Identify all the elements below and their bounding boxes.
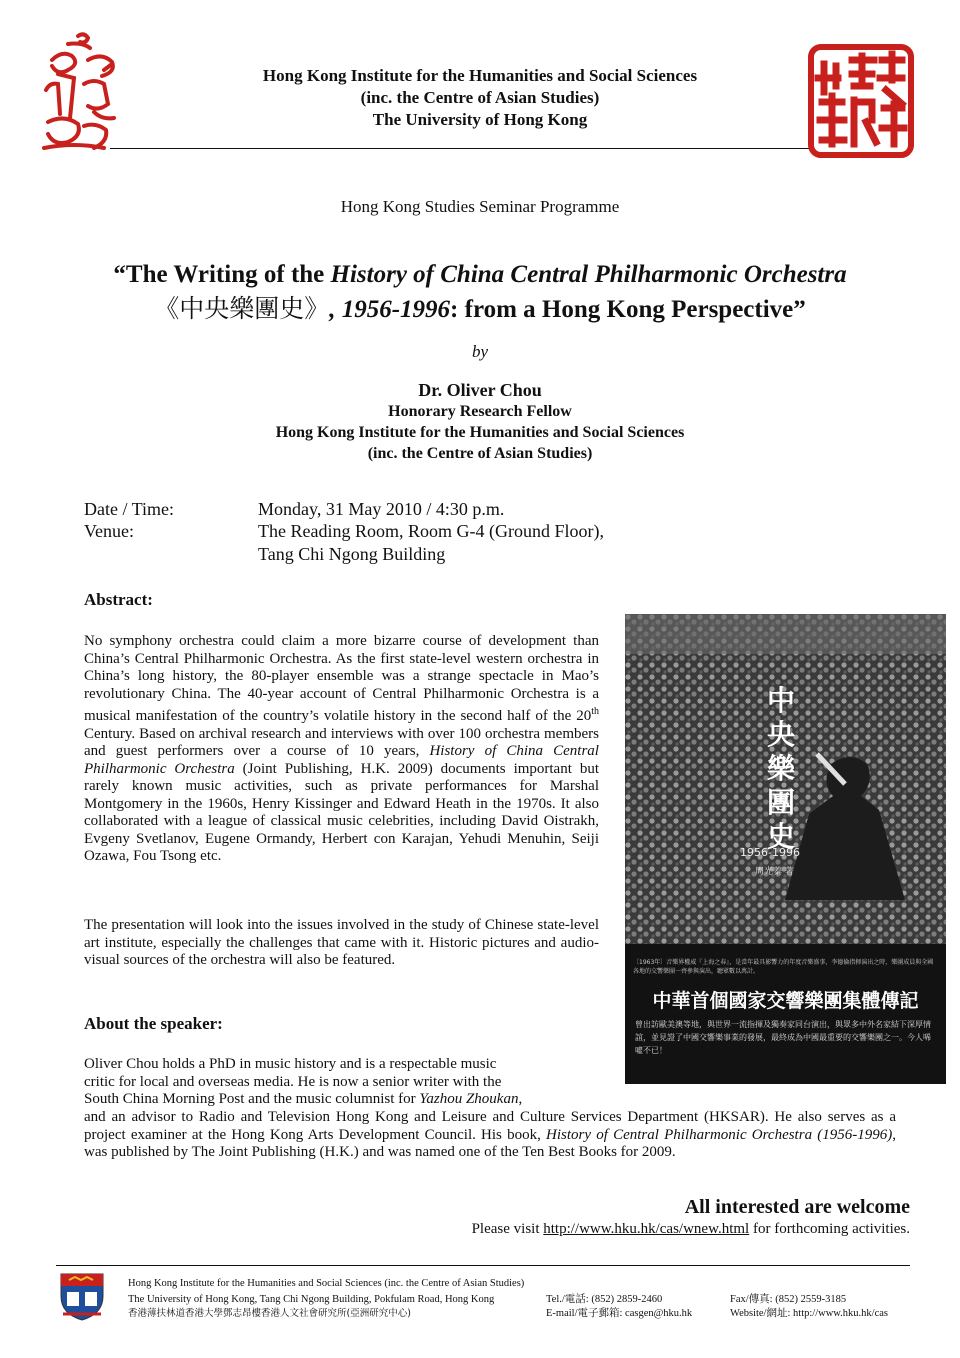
title-chinese: 《中央樂團史》 <box>154 294 330 323</box>
footer-tel: Tel./電話: (852) 2859-2460 <box>546 1294 663 1305</box>
cover-title: 中 央 樂 團 史 <box>766 684 795 853</box>
header-rule <box>110 148 810 149</box>
header-block <box>120 65 840 131</box>
seminar-series: Hong Kong Studies Seminar Programme <box>340 197 620 216</box>
title-line-1 <box>0 258 960 292</box>
cover-author: 周光蓁 著 <box>755 867 794 877</box>
abstract-paragraph-2: The presentation will look into the issues involved in the study of Chinese state-level art institute, especially the challenges that came with it. Historic pictures and audio-visual sources of the orchestra will also be featured. <box>84 917 599 968</box>
footer-email: E-mail/電子郵箱: casgen@hku.hk <box>546 1308 693 1319</box>
speaker-bio-wide: and an advisor to Radio and Television Hong Kong and Leisure and Culture Services Department (HKSAR). He also serves as a project examiner at the Hong Kong Arts Development Council. His book, History of Central Philharmonic Orchestra (1956-1996), was published by The Joint Publishing (H.K.) and was named one of the Ten Best Books for 2009. <box>84 1109 896 1160</box>
title-text-2: : from a Hong Kong Perspective” <box>450 296 806 323</box>
date-value: Monday, 31 May 2010 / 4:30 p.m. <box>258 499 505 519</box>
speaker-block <box>0 380 960 464</box>
title-book-name: History of China Central Philharmonic Orchestra <box>330 261 847 288</box>
date-label: Date / Time: <box>84 499 175 519</box>
title-line-2 <box>0 292 960 327</box>
footer-institute: Hong Kong Institute for the Humanities and Social Sciences (inc. the Centre of Asian Studies) <box>128 1278 525 1289</box>
speaker-bio-narrow: Oliver Chou holds a PhD in music history and is a respectable music critic for local and overseas media. He is now a senior writer with the South China Morning Post and the music columnist for Yazhou Zhoukan, <box>84 1056 523 1107</box>
left-seal-logo <box>38 30 122 160</box>
abstract-paragraph-1: No symphony orchestra could claim a more bizarre course of development than China’s Central Philharmonic Orchestra. As the first state-level western orchestra in China’s long history, the 80-player ensemble was a strange spectacle in Mao’s revolutionary China. The 40-year account of Central Philharmonic Orchestra is a musical manifestation of the country’s volatile history in the second half of the 20th Century. Based on archival research and interviews with over 100 orchestra members and guest performers over a course of 10 years, History of China Central Philharmonic Orchestra (Joint Publishing, H.K. 2009) documents important but rarely known music activities, such as private performances for Marshal Montgomery in the 1960s, Henry Kissinger and Edward Heath in the 1970s. It also collaborated with a league of classical music celebrities, including David Oistrakh, Evgeny Svetlanov, Eugene Ormandy, Herbert con Karajan, Yehudi Menuhin, Seiji Ozawa, Fou Tsong etc. <box>84 633 599 864</box>
visit-line: Please visit http://www.hku.hk/cas/wnew.html for forthcoming activities. <box>471 1221 910 1237</box>
speaker-book-title: History of Central Philharmonic Orchestra (1956-1996) <box>546 1126 893 1143</box>
magazine-name: Yazhou Zhoukan <box>419 1091 519 1107</box>
cover-years: 1956-1996 <box>740 846 800 859</box>
cover-banner: 中華首個國家交響樂團集體傳記 <box>652 990 919 1012</box>
venue-line-1: The Reading Room, Room G-4 (Ground Floor), <box>258 521 604 541</box>
title-years: , 1956-1996 <box>329 296 451 323</box>
footer-rule <box>56 1265 910 1266</box>
cas-website-link[interactable]: http://www.hku.hk/cas/wnew.html <box>543 1221 750 1237</box>
book-cover-image <box>625 614 946 1084</box>
header-university: The University of Hong Kong <box>372 110 588 129</box>
hku-crest-icon <box>57 1268 107 1322</box>
venue-line-2: Tang Chi Ngong Building <box>258 544 446 564</box>
welcome-text: All interested are welcome <box>684 1196 910 1218</box>
header-inc: (inc. the Centre of Asian Studies) <box>360 88 600 107</box>
speaker-inc: (inc. the Centre of Asian Studies) <box>367 445 593 462</box>
footer-fax: Fax/傳真: (852) 2559-3185 <box>730 1294 847 1305</box>
right-seal-logo <box>808 44 914 158</box>
speaker-name: Dr. Oliver Chou <box>418 380 542 400</box>
about-speaker-heading: About the speaker: <box>84 1014 223 1033</box>
venue-label: Venue: <box>84 521 134 541</box>
seminar-title <box>0 258 960 327</box>
footer-address-en: The University of Hong Kong, Tang Chi Ngong Building, Pokfulam Road, Hong Kong <box>128 1294 495 1305</box>
title-text-1: “The Writing of the <box>113 261 331 288</box>
abstract-book-title: History of China Central Philharmonic Orchestra <box>84 743 599 777</box>
footer-address-zh: 香港薄扶林道香港大學鄧志昂樓香港人文社會研究所(亞洲研究中心) <box>128 1308 411 1319</box>
abstract-heading: Abstract: <box>84 590 153 609</box>
cover-blurb: 曾出訪歐美澳等地，與世界一流指揮及獨奏家同台演出，與眾多中外名家結下深厚情誼，並見證了中國交響樂事業的發展，最終成為中國最重要的交響樂團之一。今人唏噓不已！ <box>635 1020 931 1055</box>
footer-website: Website/網址: http://www.hku.hk/cas <box>730 1308 888 1319</box>
speaker-role: Honorary Research Fellow <box>388 403 572 420</box>
speaker-institute: Hong Kong Institute for the Humanities and Social Sciences <box>275 424 685 441</box>
header-institute: Hong Kong Institute for the Humanities and Social Sciences <box>262 66 698 85</box>
by-label: by <box>471 342 489 361</box>
cover-small-text: 〔1963年〕音樂界權威『上海之春』，是當年最具影響力的年度音樂盛事，李德倫指揮演出之時，樂團成員與全國各地的交響樂團一齊參與演出，聽眾數以萬計。 <box>633 959 934 975</box>
